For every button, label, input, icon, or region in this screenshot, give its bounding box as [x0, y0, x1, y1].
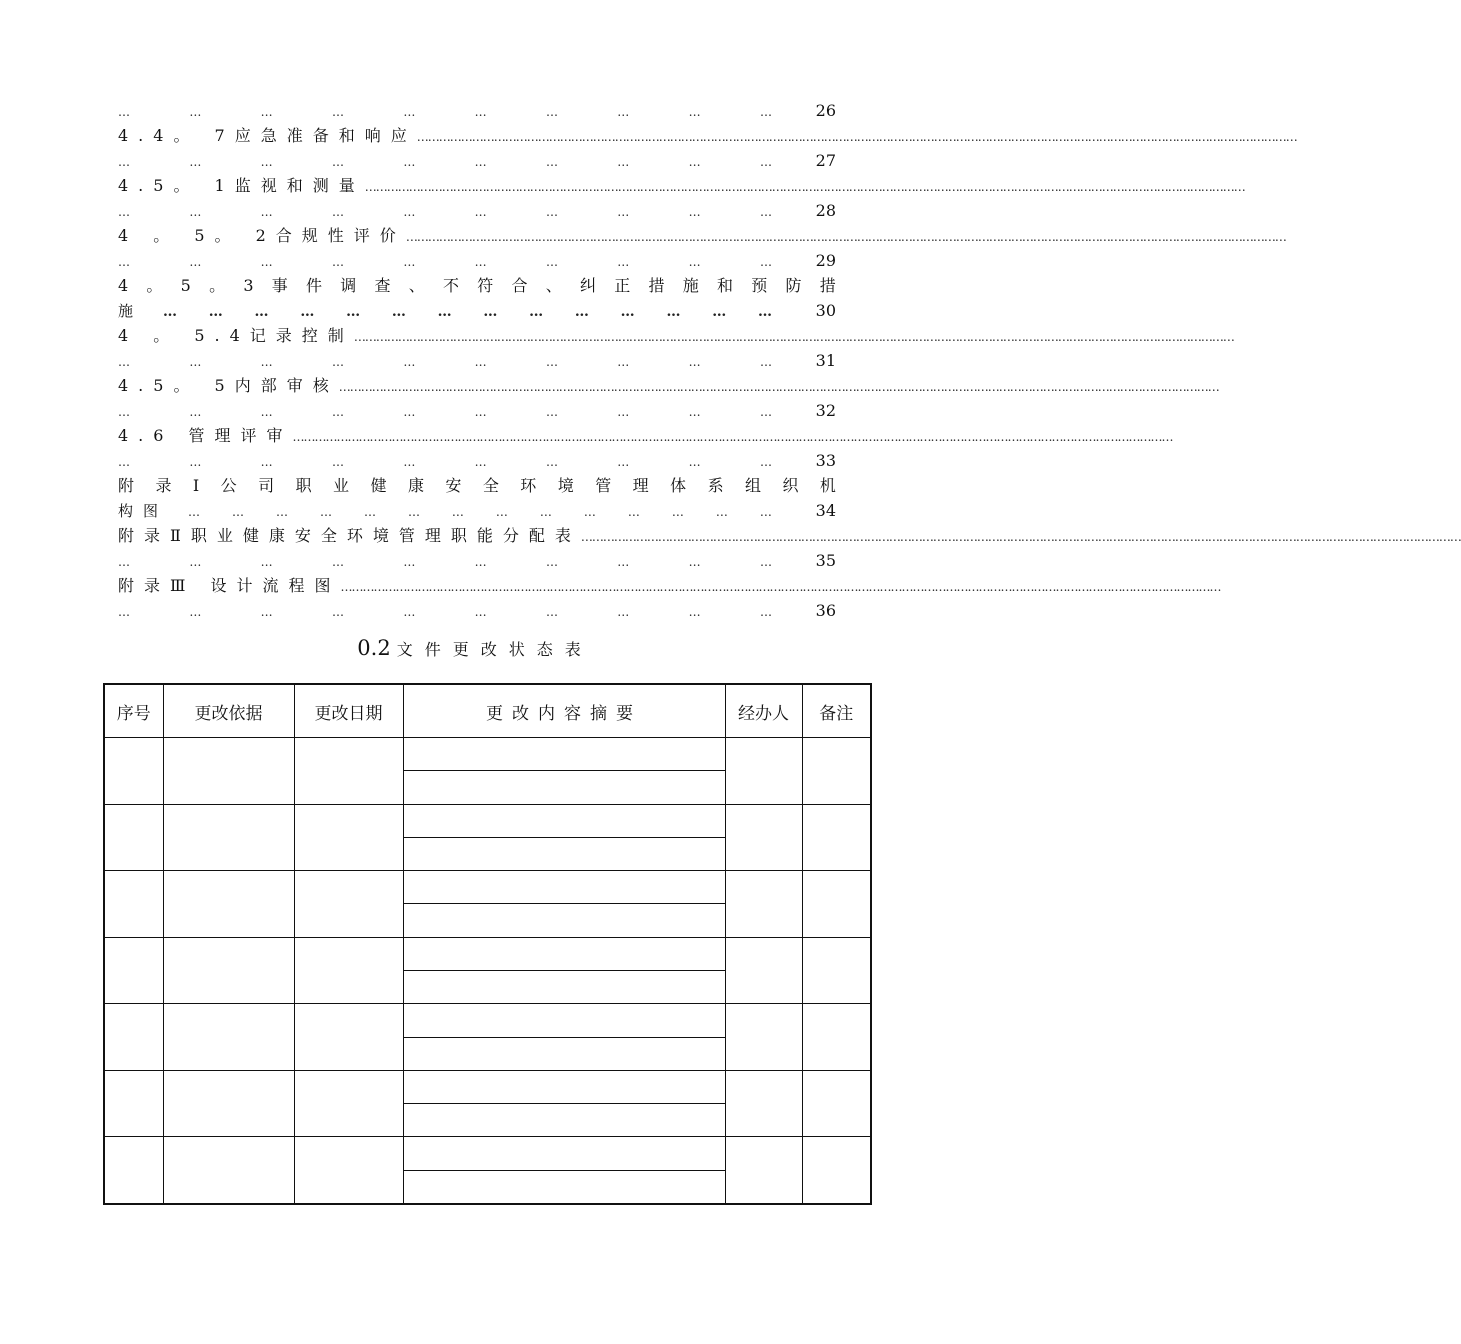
header-remarks: 备注 [802, 684, 871, 738]
cell-remarks[interactable] [802, 738, 871, 805]
cell-summary[interactable] [403, 738, 725, 771]
toc-page-number: 33 [815, 451, 836, 470]
cell-summary[interactable] [403, 904, 725, 937]
cell-summary[interactable] [403, 1170, 725, 1204]
cell-remarks[interactable] [802, 937, 871, 1004]
table-row [104, 1004, 871, 1037]
cell-handler[interactable] [725, 738, 802, 805]
toc-entry-title: 4.6 管理评审 [118, 426, 293, 445]
cell-summary[interactable] [403, 1104, 725, 1137]
cell-date[interactable] [294, 871, 403, 938]
toc-page-number: 31 [815, 351, 836, 370]
cell-handler[interactable] [725, 1004, 802, 1071]
toc-entry[interactable] [118, 173, 1245, 223]
section-number: 0.2 [357, 636, 391, 660]
cell-summary[interactable] [403, 1070, 725, 1103]
cell-summary[interactable] [403, 1037, 725, 1070]
cell-handler[interactable] [725, 1137, 802, 1204]
cell-summary[interactable] [403, 871, 725, 904]
cell-basis[interactable] [163, 1070, 294, 1137]
cell-handler[interactable] [725, 804, 802, 871]
cell-serial[interactable] [104, 804, 163, 871]
toc-entry-title: 4 。 5 。 3 事 件 调 查 、 不 符 合 、 纠 正 措 施 和 预 防 措 [118, 276, 836, 295]
toc-entry[interactable] [118, 423, 1173, 473]
table-of-contents [118, 98, 1461, 623]
toc-page-number: 34 [815, 501, 836, 520]
cell-serial[interactable] [104, 738, 163, 805]
toc-entry[interactable] [118, 573, 1221, 623]
cell-remarks[interactable] [802, 804, 871, 871]
toc-entry-title: 附录Ⅲ 设计流程图 [118, 576, 341, 595]
cell-remarks[interactable] [802, 1070, 871, 1137]
toc-leader-dots: …………………………………………………………………………………………………………………………………………………………………………………………………………………… [416, 130, 1297, 144]
toc-entry[interactable] [118, 123, 1297, 173]
toc-entry[interactable] [118, 273, 836, 323]
cell-serial[interactable] [104, 937, 163, 1004]
cell-basis[interactable] [163, 871, 294, 938]
toc-leader-dots: … … … … … … … … … … [118, 255, 772, 269]
cell-date[interactable] [294, 1070, 403, 1137]
toc-entry-title: 附 录 Ⅰ 公 司 职 业 健 康 安 全 环 境 管 理 体 系 组 织 机 [118, 476, 836, 495]
cell-summary[interactable] [403, 970, 725, 1003]
cell-serial[interactable] [104, 871, 163, 938]
toc-entry[interactable] [118, 373, 1219, 423]
cell-basis[interactable] [163, 804, 294, 871]
toc-entry[interactable] [118, 523, 1461, 573]
table-row [104, 1070, 871, 1103]
cell-serial[interactable] [104, 1004, 163, 1071]
section-title [0, 636, 950, 660]
toc-page-number: 35 [815, 551, 836, 570]
header-date: 更改日期 [294, 684, 403, 738]
toc-entry[interactable] [118, 223, 1286, 273]
cell-date[interactable] [294, 738, 403, 805]
toc-leader-dots: … … … … … … … … … … [118, 105, 772, 119]
toc-entry-title: 4.5。 1监视和测量 [118, 176, 365, 195]
toc-entry-title: 附录Ⅱ职业健康安全环境管理职能分配表 [118, 526, 581, 545]
cell-handler[interactable] [725, 1070, 802, 1137]
cell-date[interactable] [294, 1004, 403, 1071]
toc-entry-title: 4.5。 5内部审核 [118, 376, 339, 395]
toc-leader-dots: … … … … … … … … … … [118, 405, 772, 419]
cell-basis[interactable] [163, 738, 294, 805]
cell-remarks[interactable] [802, 1004, 871, 1071]
toc-page-number: 32 [815, 401, 836, 420]
toc-entry-title: 4 。 5。 2合规性评价 [118, 226, 406, 245]
change-status-table [103, 683, 872, 1205]
toc-leader-dots: … … … … … … … … … … [118, 605, 772, 619]
cell-date[interactable] [294, 1137, 403, 1204]
toc-page-number: 26 [815, 101, 836, 120]
toc-leader-dots: … … … … … … … … … … … … … … [188, 505, 772, 519]
toc-entry-title-continued: 施 [118, 302, 144, 320]
cell-handler[interactable] [725, 937, 802, 1004]
toc-leader-dots: …………………………………………………………………………………………………………………………………………………………………………………………………………………… [338, 380, 1219, 394]
cell-summary[interactable] [403, 937, 725, 970]
toc-leader-dots: … … … … … … … … … … [118, 205, 772, 219]
toc-entry[interactable] [118, 473, 836, 523]
cell-summary[interactable] [403, 804, 725, 837]
cell-serial[interactable] [104, 1137, 163, 1204]
cell-basis[interactable] [163, 937, 294, 1004]
toc-entry-title: 4.4。 7应急准备和响应 [118, 126, 417, 145]
cell-serial[interactable] [104, 1070, 163, 1137]
cell-basis[interactable] [163, 1137, 294, 1204]
toc-leader-dots: … … … … … … … … … … [118, 355, 772, 369]
toc-leader-dots: … … … … … … … … … … … … … … [163, 304, 772, 320]
toc-leader-dots: …………………………………………………………………………………………………………………………………………………………………………………………………………………… [405, 230, 1286, 244]
cell-basis[interactable] [163, 1004, 294, 1071]
header-handler: 经办人 [725, 684, 802, 738]
header-summary: 更改内容摘要 [403, 684, 725, 738]
cell-summary[interactable] [403, 771, 725, 804]
table-row [104, 804, 871, 837]
toc-leader-dots: …………………………………………………………………………………………………………………………………………………………………………………………………………………… [292, 430, 1173, 444]
table-row [104, 871, 871, 904]
table-header-row [104, 684, 871, 738]
toc-entry[interactable] [118, 98, 836, 123]
toc-leader-dots: …………………………………………………………………………………………………………………………………………………………………………………………………………………… [340, 580, 1221, 594]
toc-leader-dots: … … … … … … … … … … [118, 555, 772, 569]
header-basis: 更改依据 [163, 684, 294, 738]
toc-page-number: 30 [815, 301, 836, 320]
toc-page-number: 27 [815, 151, 836, 170]
cell-remarks[interactable] [802, 1137, 871, 1204]
cell-date[interactable] [294, 937, 403, 1004]
table-row [104, 1137, 871, 1170]
toc-leader-dots: … … … … … … … … … … [118, 455, 772, 469]
toc-page-number: 29 [815, 251, 836, 270]
toc-page-number: 36 [815, 601, 836, 620]
table-row [104, 738, 871, 771]
toc-entry[interactable] [118, 323, 1234, 373]
cell-summary[interactable] [403, 1004, 725, 1037]
cell-handler[interactable] [725, 871, 802, 938]
toc-leader-dots: …………………………………………………………………………………………………………………………………………………………………………………………………………………… [353, 330, 1234, 344]
toc-leader-dots: … … … … … … … … … … [118, 155, 772, 169]
toc-leader-dots: …………………………………………………………………………………………………………………………………………………………………………………………………………………… [364, 180, 1245, 194]
toc-entry-title-continued: 构图 [118, 502, 169, 520]
table-row [104, 937, 871, 970]
toc-leader-dots: …………………………………………………………………………………………………………………………………………………………………………………………………………………… [580, 530, 1461, 544]
section-heading: 文件更改状态表 [396, 640, 593, 659]
cell-summary[interactable] [403, 1137, 725, 1170]
header-serial: 序号 [104, 684, 163, 738]
toc-entry-title: 4 。 5.4记录控制 [118, 326, 354, 345]
cell-summary[interactable] [403, 837, 725, 870]
cell-date[interactable] [294, 804, 403, 871]
toc-page-number: 28 [815, 201, 836, 220]
cell-remarks[interactable] [802, 871, 871, 938]
